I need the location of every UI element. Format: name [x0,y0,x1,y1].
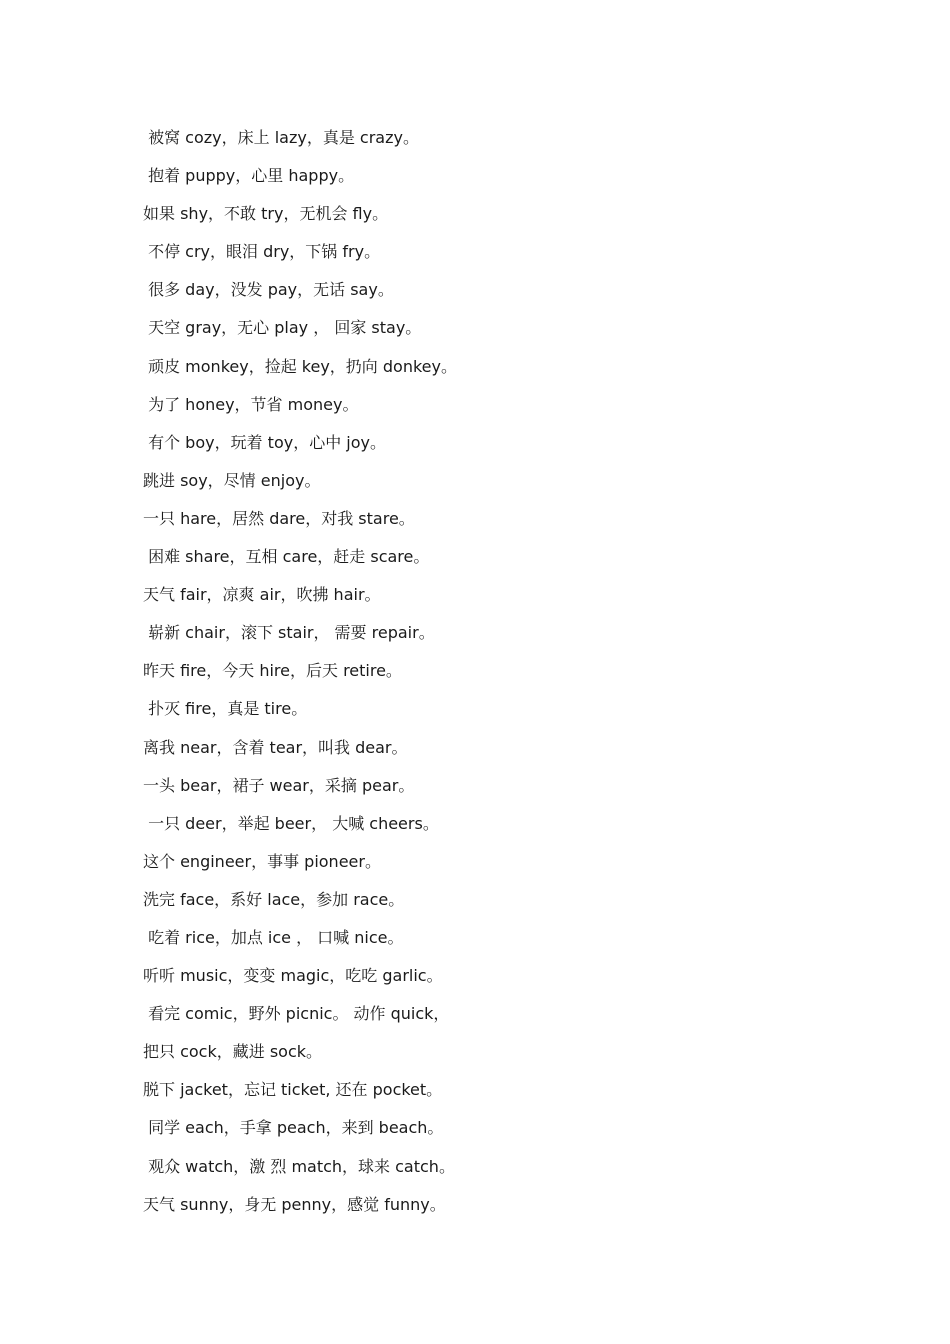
text-line: 昨天 fire，今天 hire，后天 retire。 [143,661,402,681]
text-line: 跳进 soy，尽情 enjoy。 [143,470,321,490]
text-line: 很多 day，没发 pay，无话 say。 [143,280,394,300]
text-line: 看完 comic，野外 picnic。 动作 quick， [143,1004,450,1024]
text-line: 一只 deer，举起 beer， 大喊 cheers。 [143,813,439,833]
text-line: 把只 cock，藏进 sock。 [143,1042,323,1062]
text-line: 如果 shy，不敢 try，无机会 fly。 [143,204,389,224]
text-line: 听听 music，变变 magic，吃吃 garlic。 [143,966,443,986]
text-line: 脱下 jacket，忘记 ticket, 还在 pocket。 [143,1080,443,1100]
text-line: 观众 watch，激 烈 match，球来 catch。 [143,1156,455,1176]
text-line: 洗完 face，系好 lace，参加 race。 [143,889,405,909]
rhyme-lines [143,121,903,1226]
text-line: 为了 honey，节省 money。 [143,394,359,414]
text-line: 一头 bear，裙子 wear，采摘 pear。 [143,775,415,795]
text-line: 一只 hare，居然 dare，对我 stare。 [143,508,415,528]
text-line: 抱着 puppy，心里 happy。 [143,166,355,186]
text-line: 困难 share，互相 care，赶走 scare。 [143,547,430,567]
text-line: 天气 sunny，身无 penny，感觉 funny。 [143,1194,446,1214]
text-line: 扑灭 fire，真是 tire。 [143,699,308,719]
text-line: 顽皮 monkey，捡起 key，扔向 donkey。 [143,356,457,376]
text-line: 这个 engineer，事事 pioneer。 [143,851,381,871]
text-line: 离我 near，含着 tear，叫我 dear。 [143,737,408,757]
text-line: 有个 boy，玩着 toy，心中 joy。 [143,432,386,452]
text-line: 吃着 rice，加点 ice ， 口喊 nice。 [143,927,404,947]
text-line: 同学 each，手拿 peach，来到 beach。 [143,1118,444,1138]
text-line: 崭新 chair，滚下 stair， 需要 repair。 [143,623,435,643]
text-line: 天空 gray，无心 play ， 回家 stay。 [143,318,422,338]
text-line: 不停 cry，眼泪 dry，下锅 fry。 [143,242,381,262]
text-line: 天气 fair，凉爽 air，吹拂 hair。 [143,585,381,605]
text-line: 被窝 cozy，床上 lazy，真是 crazy。 [143,128,419,147]
